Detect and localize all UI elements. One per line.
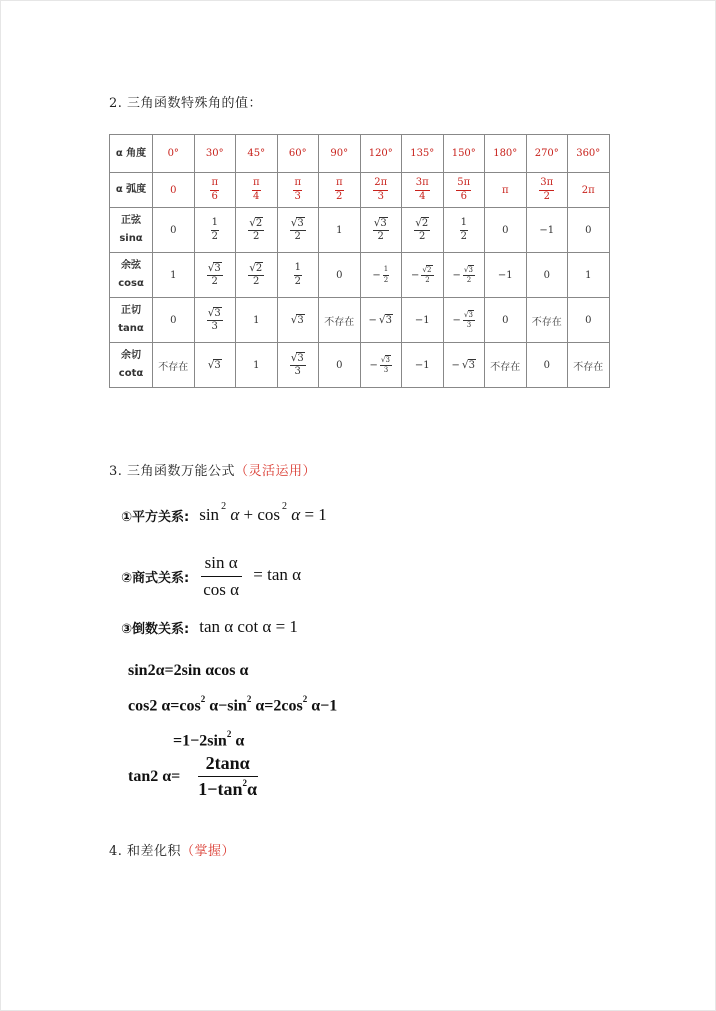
table-cell-cos-5: − $\frac{1}{2}$	[360, 253, 402, 298]
fraction: $\frac{5\pi}{6}$	[457, 177, 471, 202]
table-cell-sin-4: 1	[319, 208, 361, 253]
table-cell-sin-3	[277, 208, 319, 253]
fraction: $\frac{√2}{2}$	[422, 264, 432, 284]
table-cell-radian-9	[526, 173, 568, 208]
table-cell-sin-1	[194, 208, 236, 253]
table-cell-cos-1	[194, 253, 236, 298]
table-cell-degree-6: 135°	[402, 135, 444, 173]
table-cell-degree-3: 60°	[277, 135, 319, 173]
row-header-radian: α 弧度	[110, 173, 153, 208]
table-cell-radian-6	[402, 173, 444, 208]
table-cell-cot-5: − $\frac{√3}{3}$	[360, 343, 402, 388]
row-header-cot: 余切 cotα	[110, 343, 153, 388]
row-header-cos: 余弦 cosα	[110, 253, 153, 298]
table-cell-degree-0: 0°	[153, 135, 195, 173]
radical: √3	[461, 359, 475, 371]
table-cell-cot-1	[194, 343, 236, 388]
reciprocal-relation	[121, 617, 298, 637]
table-cell-sin-9: −1	[526, 208, 568, 253]
table-row-cot	[110, 343, 610, 388]
fraction: $\frac{3\pi}{4}$	[415, 177, 429, 202]
fraction: $\frac{√3}{3}$	[207, 306, 221, 332]
table-cell-radian-8: π	[485, 173, 527, 208]
radical: √3	[380, 354, 391, 364]
radical: √3	[207, 359, 221, 371]
cos-double-angle: cos2 $\alpha=\cos^2$ $\alpha-\sin^2$ $\alpha=2\cos^2$ α−1	[128, 694, 338, 715]
square-relation	[121, 501, 327, 525]
table-cell-cot-0: 不存在	[153, 343, 195, 388]
radical: √2	[249, 261, 263, 274]
section-2-heading: 2. 三角函数特殊角的值：	[109, 96, 263, 111]
table-cell-cot-4: 0	[319, 343, 361, 388]
table-cell-cos-8: −1	[485, 253, 527, 298]
table-cell-sin-10: 0	[568, 208, 610, 253]
radical: √3	[373, 216, 387, 229]
radical: √3	[378, 314, 392, 326]
fraction: $\frac{1}{2}$	[460, 217, 467, 242]
fraction: $\frac{1}{2}$	[383, 265, 389, 284]
row-header-tan: 正切 tanα	[110, 298, 153, 343]
fraction: $\frac{3\pi}{2}$	[540, 177, 554, 202]
table-cell-cos-4: 0	[319, 253, 361, 298]
table-cell-tan-10: 0	[568, 298, 610, 343]
fraction: $\frac{√3}{2}$	[207, 261, 221, 287]
row-header-sin: 正弦 sinα	[110, 208, 153, 253]
section-3-heading: 3. 三角函数万能公式（灵活运用）	[109, 464, 317, 479]
fraction: $\frac{√3}{2}$	[290, 216, 304, 242]
table-cell-sin-5	[360, 208, 402, 253]
reciprocal-relation-formula: tan α cot α = 1	[199, 617, 298, 636]
radical: √3	[463, 309, 474, 319]
table-cell-tan-3	[277, 298, 319, 343]
reciprocal-relation-label: ③倒数关系:	[121, 621, 190, 637]
sin-double-angle: sin2α=2sin αcos α	[128, 662, 249, 679]
fraction: $\frac{√2}{2}$	[249, 261, 263, 287]
quotient-relation-formula: $\frac{\text{sin α}}{\text{cos α}}$ = tan α	[199, 553, 301, 600]
fraction: $\frac{2\pi}{3}$	[374, 177, 388, 202]
quotient-relation	[121, 553, 301, 600]
table-cell-cos-9: 0	[526, 253, 568, 298]
table-cell-cos-3	[277, 253, 319, 298]
section-4-note: （掌握）	[181, 844, 236, 859]
table-cell-cot-6: −1	[402, 343, 444, 388]
fraction: $\frac{\pi}{4}$	[252, 177, 260, 202]
table-cell-radian-2	[236, 173, 278, 208]
radical: √3	[463, 264, 474, 274]
table-cell-degree-4: 90°	[319, 135, 361, 173]
table-cell-degree-1: 30°	[194, 135, 236, 173]
table-row-tan	[110, 298, 610, 343]
square-relation-label: ①平方关系:	[121, 509, 190, 525]
table-cell-degree-10: 360°	[568, 135, 610, 173]
fraction: $\frac{\pi}{6}$	[211, 177, 219, 202]
table-cell-degree-9: 270°	[526, 135, 568, 173]
special-angle-table	[109, 134, 610, 388]
radical: √3	[290, 351, 304, 364]
fraction: $\frac{√2}{2}$	[415, 216, 429, 242]
radical: √3	[207, 306, 221, 319]
radical: √3	[290, 314, 304, 326]
table-cell-radian-4	[319, 173, 361, 208]
table-cell-degree-8: 180°	[485, 135, 527, 173]
table-cell-sin-8: 0	[485, 208, 527, 253]
table-cell-sin-6	[402, 208, 444, 253]
table-cell-cos-6: − $\frac{√2}{2}$	[402, 253, 444, 298]
table-cell-degree-7: 150°	[443, 135, 485, 173]
radical: √2	[415, 216, 429, 229]
quotient-relation-label: ②商式关系:	[121, 571, 190, 586]
table-cell-radian-10: 2π	[568, 173, 610, 208]
table-cell-sin-0: 0	[153, 208, 195, 253]
table-cell-cot-9: 0	[526, 343, 568, 388]
table-row-sin	[110, 208, 610, 253]
table-cell-tan-7: − $\frac{√3}{3}$	[443, 298, 485, 343]
table-row-radian	[110, 173, 610, 208]
tan-double-angle: tan2 α= $\frac{2\tan\alpha}{1-\tan^2\alpha}$	[128, 753, 258, 799]
table-cell-tan-2: 1	[236, 298, 278, 343]
table-cell-sin-2	[236, 208, 278, 253]
table-cell-tan-0: 0	[153, 298, 195, 343]
table-cell-degree-5: 120°	[360, 135, 402, 173]
square-relation-formula: sin $^2$ α + cos $^2$ α = 1	[199, 501, 327, 524]
table-cell-cos-7: − $\frac{√3}{2}$	[443, 253, 485, 298]
table-cell-tan-1	[194, 298, 236, 343]
table-cell-tan-4: 不存在	[319, 298, 361, 343]
fraction: $\frac{1}{2}$	[211, 217, 218, 242]
radical: √3	[290, 216, 304, 229]
fraction: $\frac{1}{2}$	[294, 262, 301, 287]
table-cell-cot-3	[277, 343, 319, 388]
table-cell-tan-8: 0	[485, 298, 527, 343]
fraction: $\frac{\pi}{2}$	[335, 177, 343, 202]
table-row-cos	[110, 253, 610, 298]
table-row-degree	[110, 135, 610, 173]
section-3-note: （灵活运用）	[235, 464, 317, 479]
section-4-heading: 4. 和差化积（掌握）	[109, 844, 236, 859]
table-cell-radian-5	[360, 173, 402, 208]
fraction: $\frac{√3}{3}$	[463, 309, 474, 329]
table-cell-cot-2: 1	[236, 343, 278, 388]
table-cell-degree-2: 45°	[236, 135, 278, 173]
table-cell-cos-2	[236, 253, 278, 298]
cos-double-angle-alt: $=1-2\sin^2$ α	[173, 729, 245, 750]
fraction: $\frac{√3}{3}$	[290, 351, 304, 377]
table-cell-tan-5: − √3	[360, 298, 402, 343]
table-cell-radian-7	[443, 173, 485, 208]
fraction: $\frac{\pi}{3}$	[294, 177, 302, 202]
fraction: $\frac{√3}{3}$	[380, 354, 391, 374]
table-cell-cos-0: 1	[153, 253, 195, 298]
fraction: $\frac{√3}{2}$	[373, 216, 387, 242]
row-header-degree: α 角度	[110, 135, 153, 173]
table-cell-cot-10: 不存在	[568, 343, 610, 388]
radical: √2	[249, 216, 263, 229]
table-cell-radian-1	[194, 173, 236, 208]
radical: √2	[422, 264, 432, 274]
table-cell-cot-7: − √3	[443, 343, 485, 388]
table-cell-tan-9: 不存在	[526, 298, 568, 343]
table-cell-cot-8: 不存在	[485, 343, 527, 388]
table-cell-radian-3	[277, 173, 319, 208]
radical: √3	[207, 261, 221, 274]
table-cell-radian-0: 0	[153, 173, 195, 208]
table-cell-sin-7	[443, 208, 485, 253]
fraction: $\frac{√2}{2}$	[249, 216, 263, 242]
table-cell-tan-6: −1	[402, 298, 444, 343]
fraction: $\frac{√3}{2}$	[463, 264, 474, 284]
table-cell-cos-10: 1	[568, 253, 610, 298]
